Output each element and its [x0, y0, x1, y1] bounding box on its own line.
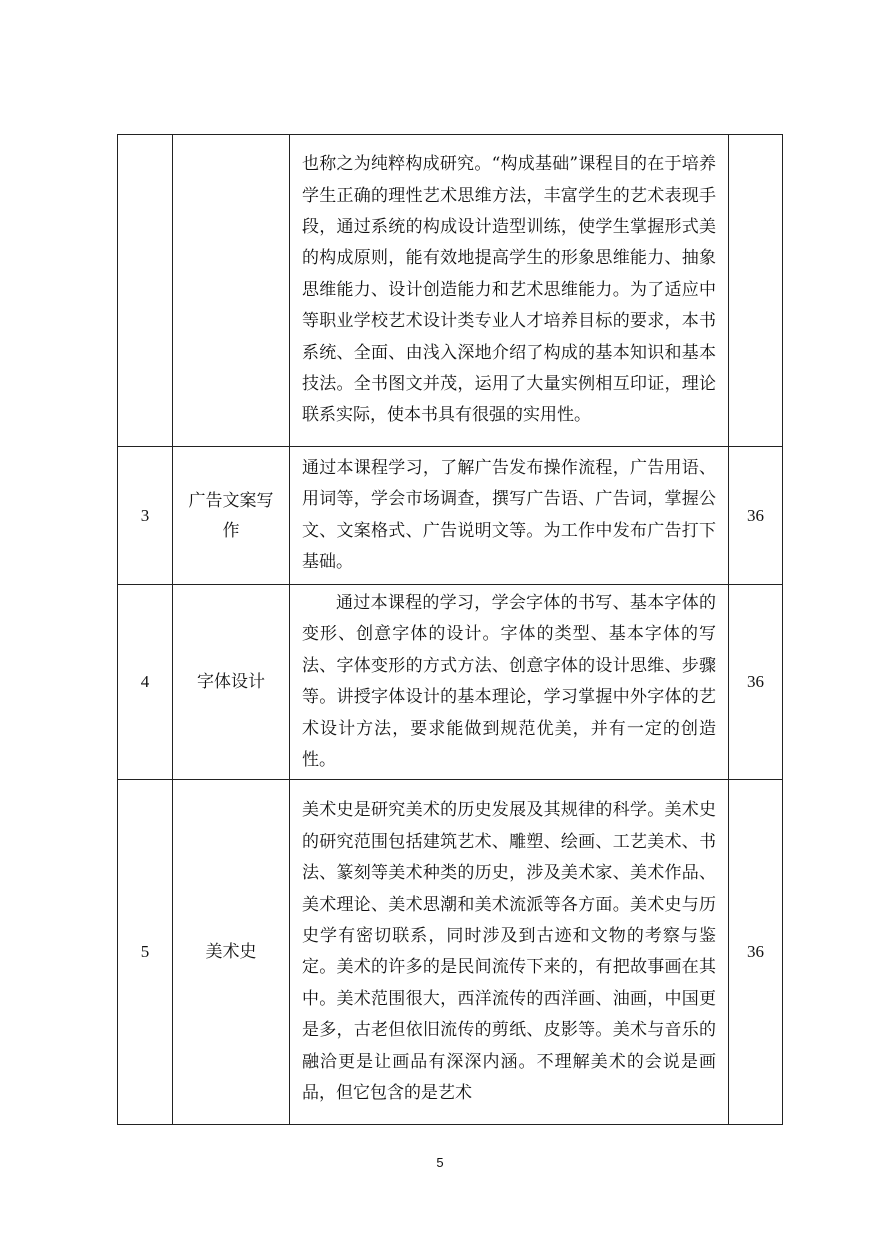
- table-row: [118, 135, 783, 447]
- course-description-cell: [290, 585, 729, 780]
- course-name-cell: 广告文案写作: [173, 447, 290, 585]
- course-description: 美术史是研究美术的历史发展及其规律的科学。美术史的研究范围包括建筑艺术、雕塑、绘画、工艺美术、书法、篆刻等美术种类的历史，涉及美术家、美术作品、美术理论、美术思潮和美术流派等各方面。美术史与历史学有密切联系，同时涉及到古迹和文物的考察与鉴定。美术的许多的是民间流传下来的，有把故事画在其中。美术范围很大，西洋流传的西洋画、油画，中国更是多，古老但依旧流传的剪纸、皮影等。美术与音乐的融洽更是让画品有深深内涵。不理解美术的会说是画品，但它包含的是艺术: [302, 800, 716, 1104]
- course-number-cell: [118, 135, 173, 447]
- course-description: 也称之为纯粹构成研究。“构成基础”课程目的在于培养学生正确的理性艺术思维方法，丰富学生的艺术表现手段，通过系统的构成设计造型训练，使学生掌握形式美的构成原则，能有效地提高学生的形象思维能力、抽象思维能力、设计创造能力和艺术思维能力。为了适应中等职业学校艺术设计类专业人才培养目标的要求，本书系统、全面、由浅入深地介绍了构成的基本知识和基本技法。全书图文并茂，运用了大量实例相互印证，理论联系实际，使本书具有很强的实用性。: [302, 154, 716, 426]
- course-description-cell: [290, 135, 729, 447]
- course-name-cell: 美术史: [173, 780, 290, 1125]
- course-name-cell: [173, 135, 290, 447]
- course-hours-cell: 36: [729, 447, 783, 585]
- table-row: [118, 585, 783, 780]
- course-description-cell: [290, 447, 729, 585]
- course-table: [117, 134, 783, 1125]
- table-row: [118, 780, 783, 1125]
- table-row: [118, 447, 783, 585]
- course-name-cell: 字体设计: [173, 585, 290, 780]
- course-number-cell: 4: [118, 585, 173, 780]
- course-hours-cell: 36: [729, 780, 783, 1125]
- course-description: 通过本课程的学习，学会字体的书写、基本字体的变形、创意字体的设计。字体的类型、基本字体的写法、字体变形的方式方法、创意字体的设计思维、步骤等。讲授字体设计的基本理论，学习掌握中外字体的艺术设计方法，要求能做到规范优美，并有一定的创造性。: [302, 593, 716, 771]
- course-number-cell: 3: [118, 447, 173, 585]
- course-hours-cell: [729, 135, 783, 447]
- course-hours-cell: 36: [729, 585, 783, 780]
- course-description-cell: [290, 780, 729, 1125]
- course-number-cell: 5: [118, 780, 173, 1125]
- course-description: 通过本课程学习，了解广告发布操作流程，广告用语、用词等，学会市场调查，撰写广告语、广告词，掌握公文、文案格式、广告说明文等。为工作中发布广告打下基础。: [302, 457, 716, 572]
- page-number: 5: [436, 1155, 444, 1170]
